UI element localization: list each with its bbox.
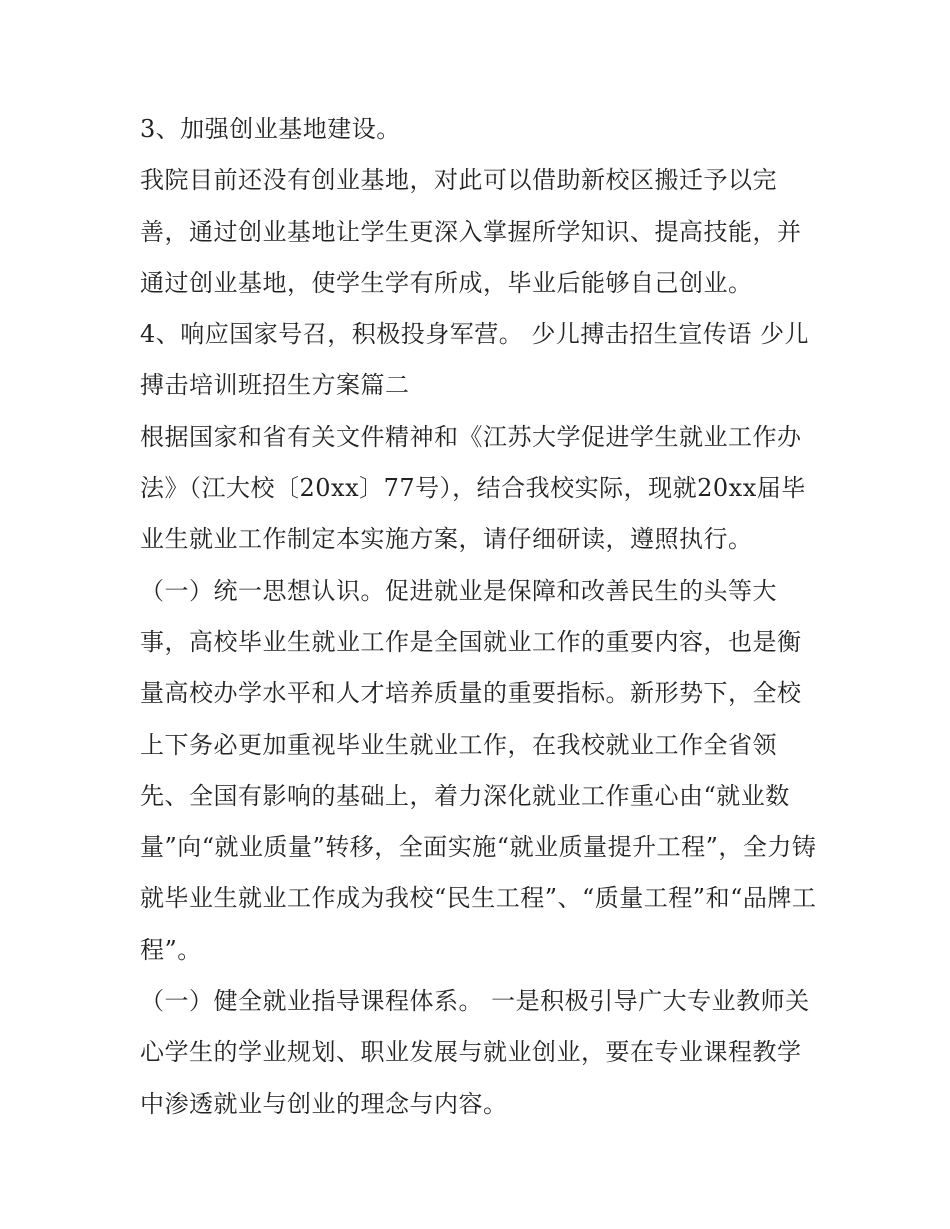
paragraph-heading-3: 3、加强创业基地建设。 (140, 115, 401, 143)
paragraph-course-system: （一）健全就业指导课程体系。 一是积极引导广大专业教师关心学生的学业规划、职业发展与就业创业，要在专业课程教学中渗透就业与创业的理念与内容。 (140, 987, 810, 1118)
paragraph-unify-thinking: （一）统一思想认识。促进就业是保障和改善民生的头等大事，高校毕业生就业工作是全国就业工作的重要内容，也是衡量高校办学水平和人才培养质量的重要指标。新形势下，全校上下务必更加重视毕业生就业工作，在我校就业工作全省领先、全国有影响的基础上，着力深化就业工作重心由“就业数量”向“就业质量”转移，全面实施“就业质量提升工程”，全力铸就毕业生就业工作成为我校“民生工程”、“质量工程”和“品牌工程”。 (140, 576, 817, 964)
paragraph-heading-4: 4、响应国家号召，积极投身军营。 少儿搏击招生宣传语 少儿搏击培训班招生方案篇二 (140, 320, 810, 400)
paragraph-plan-intro: 根据国家和省有关文件精神和《江苏大学促进学生就业工作办法》（江大校〔20xx〕77号），结合我校实际，现就20xx届毕业生就业工作制定本实施方案，请仔细研读，遵照执行。 (140, 422, 806, 554)
document-body (140, 104, 820, 1130)
paragraph-entrepreneurship-base: 我院目前还没有创业基地，对此可以借助新校区搬迁予以完善，通过创业基地让学生更深入掌握所学知识、提高技能，并通过创业基地，使学生学有所成，毕业后能够自己创业。 (140, 166, 802, 297)
